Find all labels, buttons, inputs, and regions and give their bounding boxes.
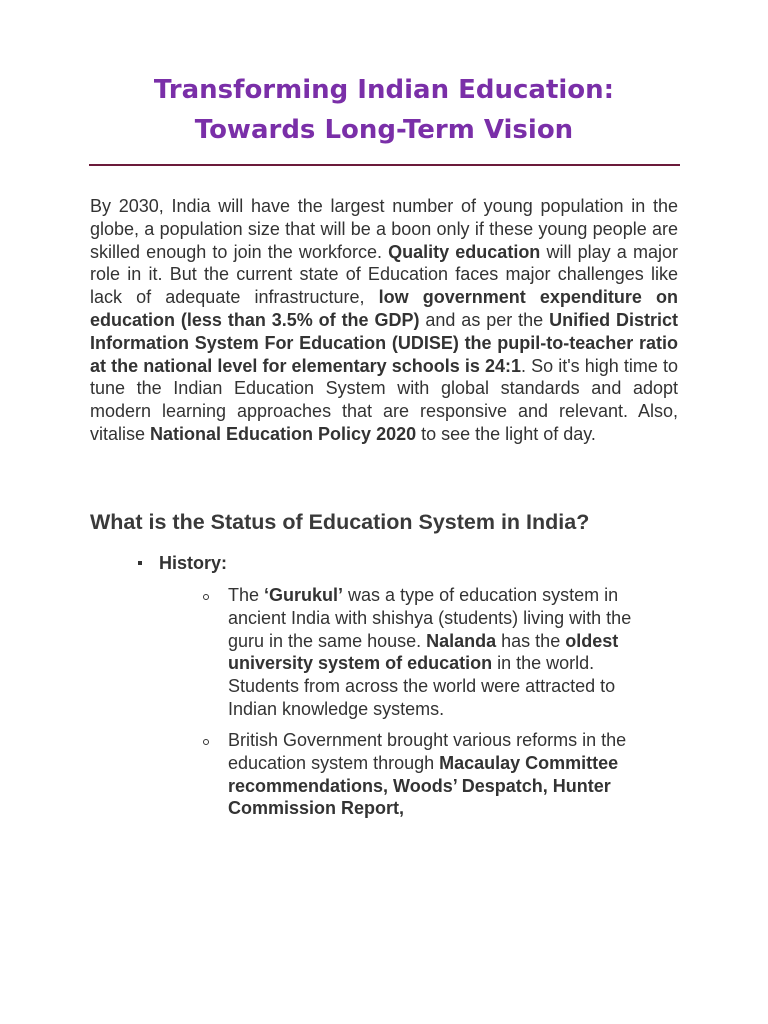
intro-bold-nep: National Education Policy 2020 bbox=[150, 423, 417, 444]
sub-list-item bbox=[203, 729, 663, 820]
section-heading: What is the Status of Education System in India? bbox=[90, 510, 590, 534]
history-sub-item-1 bbox=[203, 584, 663, 721]
document-title: Transforming Indian Education: Towards Long-Term Vision bbox=[153, 75, 615, 145]
history-sub-item-2 bbox=[203, 729, 663, 820]
intro-bold-quality-education: Quality education bbox=[388, 241, 541, 262]
intro-text-5: to see the light of day. bbox=[416, 423, 596, 444]
intro-paragraph bbox=[90, 195, 678, 446]
sub-item-text bbox=[228, 584, 663, 721]
intro-text-2: will play a major role in it. But the current state of Education faces major challenges like lack of adequate infrastructure, bbox=[90, 241, 678, 308]
square-bullet-icon bbox=[138, 561, 142, 565]
gurukul-text-2: was a type of education system in ancient India with shishya (students) living with the guru in the same house. bbox=[228, 585, 632, 651]
intro-bold-udise: Unified District Information System For Education (UDISE) the pupil-to-teacher ratio at the national level for elementary schools is 24:1 bbox=[90, 309, 678, 376]
sub-item-text bbox=[228, 729, 663, 820]
circle-bullet-icon bbox=[203, 739, 209, 745]
circle-bullet-icon bbox=[203, 594, 209, 600]
intro-text-3: and as per the bbox=[419, 309, 550, 330]
british-text-1: British Government brought various reforms in the education system through bbox=[228, 730, 627, 773]
gurukul-text-4: in the world. Students from across the world were attracted to Indian knowledge systems. bbox=[228, 653, 616, 719]
intro-text-4: . So it's high time to tune the Indian Education System with global standards and adopt modern learning approaches that are responsive and relevant. Also, vitalise bbox=[90, 355, 679, 444]
intro-bold-expenditure: low government expenditure on education (less than 3.5% of the GDP) bbox=[90, 287, 679, 330]
title-divider bbox=[89, 164, 680, 166]
gurukul-bold: ‘Gurukul’ bbox=[264, 585, 344, 605]
oldest-university-bold: oldest university system of education bbox=[228, 630, 619, 674]
nalanda-bold: Nalanda bbox=[426, 630, 497, 651]
gurukul-text-3: has the bbox=[496, 630, 566, 651]
sub-list-item bbox=[203, 584, 663, 721]
gurukul-text-1: The bbox=[228, 585, 265, 605]
intro-text-1: By 2030, India will have the largest number of young population in the globe, a population size that will be a boon only if these young people are skilled enough to join the workforce. bbox=[90, 196, 678, 262]
history-label: History: bbox=[159, 553, 228, 573]
reforms-bold: Macaulay Committee recommendations, Woods’ Despatch, Hunter Commission Report, bbox=[228, 752, 619, 819]
